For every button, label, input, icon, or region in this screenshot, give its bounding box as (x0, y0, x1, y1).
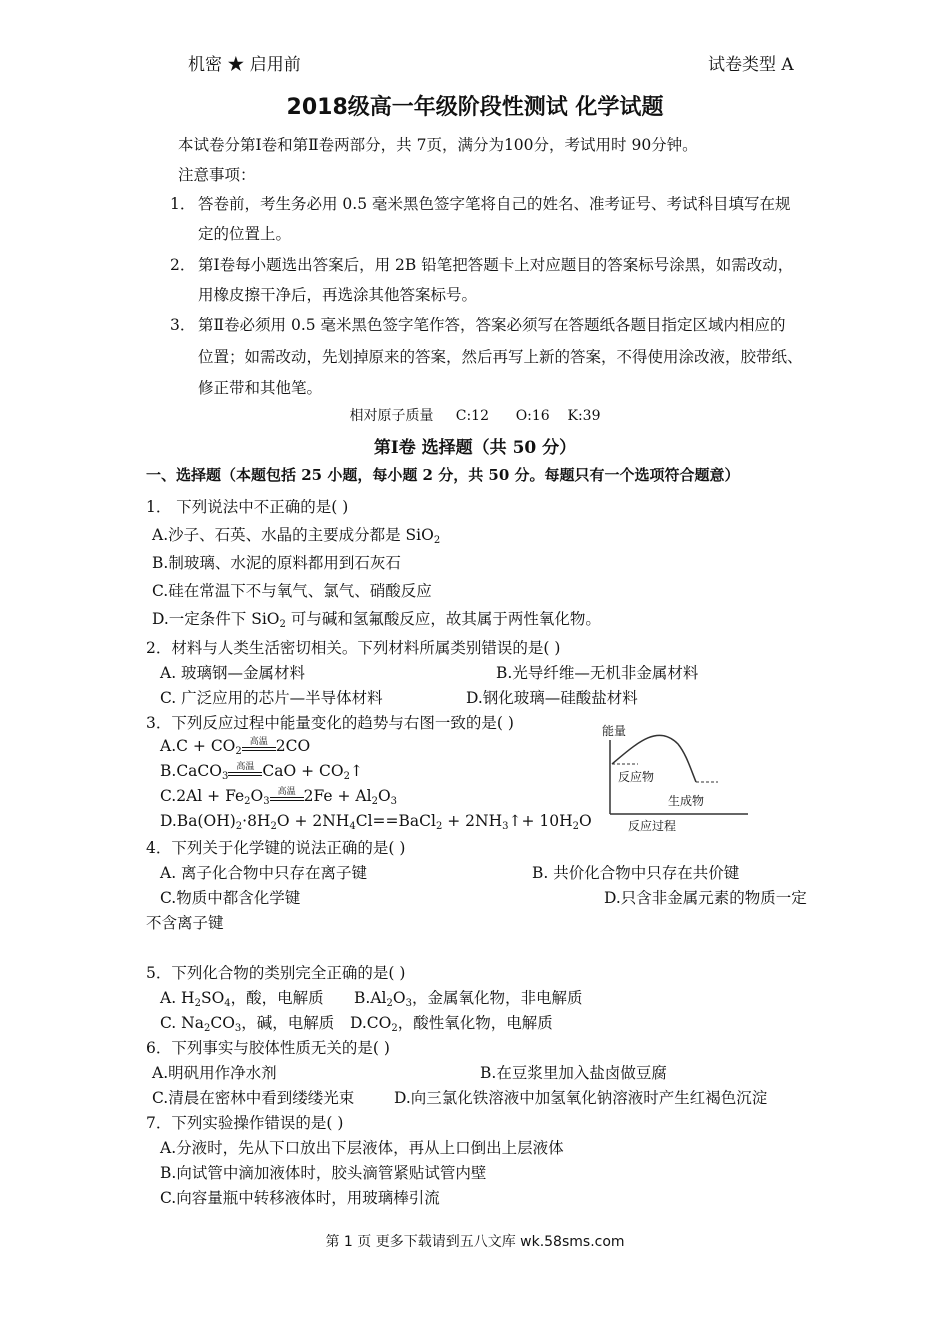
reactant-label: 反应物 (618, 770, 655, 784)
reaction-condition: 高温 (270, 795, 304, 801)
q4-option-b: B. 共价化合物中只存在共价键 (532, 864, 740, 882)
y-axis-label: 能量 (602, 724, 627, 738)
x-axis-label: 反应过程 (628, 819, 677, 833)
notice-2-line2: 用橡皮擦干净后，再选涂其他答案标号。 (198, 286, 478, 304)
q4-option-c: C.物质中都含化学键 (160, 889, 301, 907)
q5-option-c: C. $Na_2CO_3$，碱，电解质 (160, 1014, 335, 1034)
q2-option-a: A. 玻璃钢—金属材料 (160, 664, 306, 682)
q7-option-b: B.向试管中滴加液体时，胶头滴管紧贴试管内壁 (160, 1164, 487, 1182)
q5-option-b: $B.Al_2O_3$，金属氧化物，非电解质 (354, 989, 583, 1009)
product-label: 生成物 (668, 794, 705, 808)
q2-option-c: C. 广泛应用的芯片—半导体材料 (160, 689, 383, 707)
q1-option-d: D.一定条件下 SiO$_2$ 可与碱和氢氟酸反应，故其属于两性氧化物。 (152, 610, 601, 630)
part1-heading: 一、选择题（本题包括 25 小题，每小题 2 分，共 50 分。每题只有一个选项符合题意） (146, 466, 740, 484)
intro-text: 本试卷分第Ⅰ卷和第Ⅱ卷两部分，共 7页，满分为100分，考试用时 90分钟。 (178, 136, 698, 154)
reaction-condition: 高温 (242, 745, 276, 751)
q1-option-a: A.沙子、石英、水晶的主要成分都是 SiO$_2$ (152, 526, 441, 546)
q7-option-a: A.分液时，先从下口放出下层液体，再从上口倒出上层液体 (160, 1139, 564, 1157)
notice-1-line2: 定的位置上。 (198, 225, 292, 243)
q7-option-c: C.向容量瓶中转移液体时，用玻璃棒引流 (160, 1189, 440, 1207)
q2-stem: 2．材料与人类生活密切相关。下列材料所属类别错误的是( ) (146, 639, 561, 657)
atomic-mass: 相对原子质量 C:12 O:16 K:39 (349, 408, 601, 424)
q3-option-a: $A.C + CO_2$ 高温 2CO (160, 737, 311, 757)
q5-stem: 5．下列化合物的类别完全正确的是( ) (146, 964, 406, 982)
reaction-condition: 高温 (228, 770, 262, 776)
q6-stem: 6．下列事实与胶体性质无关的是( ) (146, 1039, 390, 1057)
q3-option-d: $D.Ba(OH)_2\cdot 8H_2O$ + $2NH_4Cl==BaCl_2$ + $2NH_3↑+ 10H_2O$ (160, 812, 592, 832)
confidential-mark: 机密 ★ 启用前 (188, 55, 301, 75)
notice-3-line1: 第Ⅱ卷必须用 0.5 毫米黑色签字笔作答，答案必须写在答题纸各题目指定区域内相应的 (198, 316, 786, 334)
notice-2-line1: 第Ⅰ卷每小题选出答案后，用 2B 铅笔把答题卡上对应题目的答案标号涂黑，如需改动， (198, 256, 794, 274)
notice-3-line2: 位置；如需改动，先划掉原来的答案，然后再写上新的答案，不得使用涂改液，胶带纸、 (198, 348, 803, 366)
q4-option-d-continued: 不含离子键 (146, 914, 224, 932)
q3-option-c: $C.2Al + Fe_2O_3$ 高温 $2Fe + Al_2O_3$ (160, 787, 398, 807)
notice-title: 注意事项： (178, 166, 256, 184)
section1-title: 第Ⅰ卷 选择题（共 50 分） (373, 438, 577, 458)
q7-stem: 7．下列实验操作错误的是( ) (146, 1114, 344, 1132)
q4-option-d: D.只含非金属元素的物质一定 (604, 889, 807, 907)
q6-option-c: C.清晨在密林中看到缕缕光束 (152, 1089, 355, 1107)
q4-stem: 4．下列关于化学键的说法正确的是( ) (146, 839, 406, 857)
q5-option-d: $D.CO_2$，酸性氧化物，电解质 (350, 1014, 553, 1034)
q6-option-d: D.向三氯化铁溶液中加氢氧化钠溶液时产生红褐色沉淀 (394, 1089, 768, 1107)
q3-stem: 3．下列反应过程中能量变化的趋势与右图一致的是( ) (146, 714, 514, 732)
q2-option-b: B.光导纤维—无机非金属材料 (496, 664, 699, 682)
notice-3-num: 3． (170, 316, 196, 334)
q6-option-b: B.在豆浆里加入盐卤做豆腐 (480, 1064, 667, 1082)
q2-option-d: D.钢化玻璃—硅酸盐材料 (466, 689, 638, 707)
q5-option-a: A. $H_2SO_4$，酸，电解质 (160, 989, 324, 1009)
notice-1-num: 1． (170, 195, 196, 213)
q3-option-b: B.CaCO$_3$ 高温 CaO + $CO_2↑$ (160, 762, 363, 782)
q1-stem: 1． 下列说法中不正确的是( ) (146, 498, 349, 516)
page-footer: 第 1 页 更多下载请到五八文库 wk.58sms.com (325, 1234, 625, 1250)
energy-diagram (598, 722, 768, 834)
page-title: 2018级高一年级阶段性测试 化学试题 (286, 95, 664, 120)
q1-option-c: C.硅在常温下不与氧气、氯气、硝酸反应 (152, 582, 432, 600)
paper-type: 试卷类型 A (708, 55, 794, 75)
q6-option-a: A.明矾用作净水剂 (152, 1064, 277, 1082)
q1-option-b: B.制玻璃、水泥的原料都用到石灰石 (152, 554, 401, 572)
notice-1-line1: 答卷前，考生务必用 0.5 毫米黑色签字笔将自己的姓名、准考证号、考试科目填写在规 (198, 195, 791, 213)
q4-option-a: A. 离子化合物中只存在离子键 (160, 864, 368, 882)
notice-3-line3: 修正带和其他笔。 (198, 379, 323, 397)
notice-2-num: 2． (170, 256, 196, 274)
